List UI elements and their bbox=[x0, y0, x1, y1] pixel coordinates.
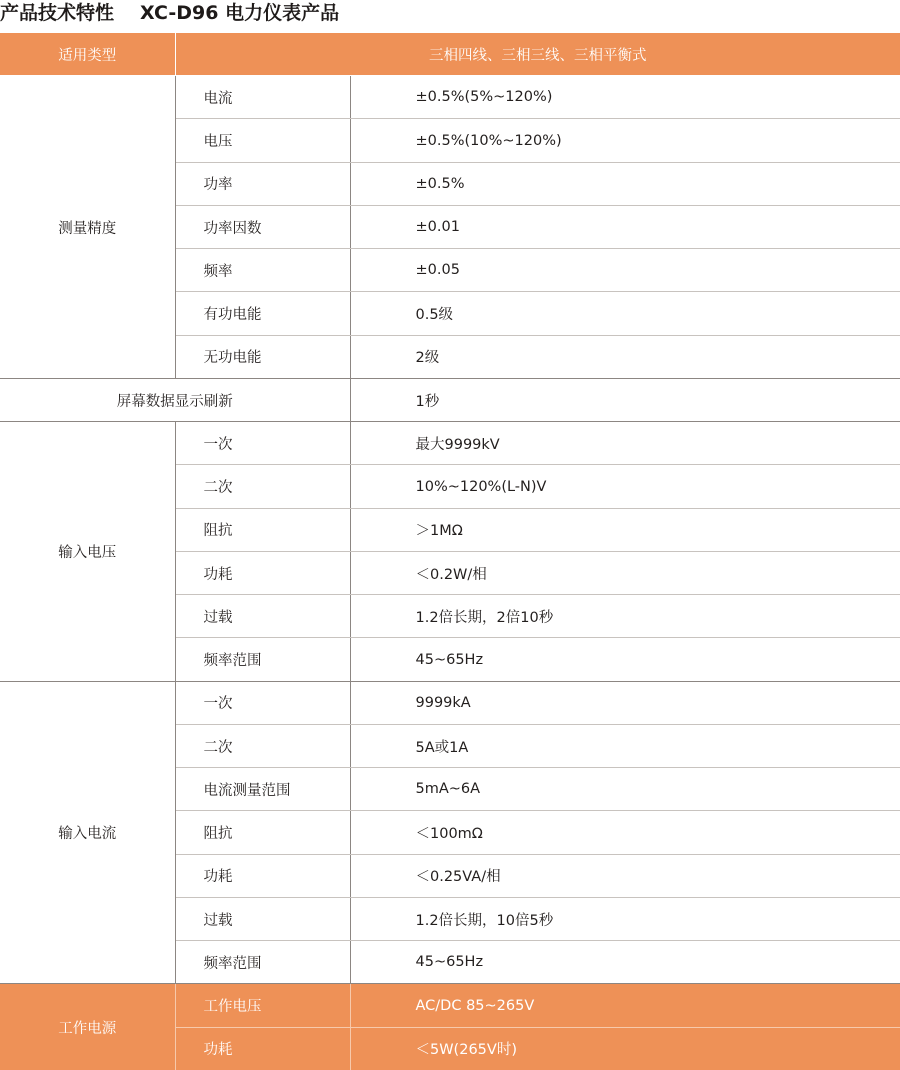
row-value: AC/DC 85~265V bbox=[350, 984, 900, 1027]
row-value: ＜100mΩ bbox=[350, 811, 900, 854]
row-label: 功耗 bbox=[175, 854, 350, 897]
title-product-features: 产品技术特性 bbox=[0, 2, 115, 24]
table-row bbox=[0, 422, 900, 465]
row-label: 功率 bbox=[175, 162, 350, 205]
row-label: 无功电能 bbox=[175, 335, 350, 378]
table-row bbox=[0, 681, 900, 724]
group-measurement-accuracy: 测量精度 bbox=[0, 76, 175, 379]
table-header-row bbox=[0, 33, 900, 76]
page-title bbox=[0, 0, 339, 30]
header-type-value: 三相四线、三相三线、三相平衡式 bbox=[175, 33, 900, 76]
row-value: 1.2倍长期，2倍10秒 bbox=[350, 595, 900, 638]
row-label: 电流 bbox=[175, 76, 350, 119]
row-value: 45~65Hz bbox=[350, 638, 900, 681]
row-label: 过载 bbox=[175, 897, 350, 940]
spec-table bbox=[0, 33, 900, 1070]
row-label: 电流测量范围 bbox=[175, 768, 350, 811]
row-label: 功率因数 bbox=[175, 205, 350, 248]
group-power-supply: 工作电源 bbox=[0, 984, 175, 1070]
row-label: 阻抗 bbox=[175, 811, 350, 854]
refresh-value: 1秒 bbox=[350, 378, 900, 421]
group-input-voltage: 输入电压 bbox=[0, 422, 175, 682]
row-value: ±0.01 bbox=[350, 205, 900, 248]
row-label: 一次 bbox=[175, 681, 350, 724]
row-label: 频率范围 bbox=[175, 638, 350, 681]
title-model: XC-D96 电力仪表产品 bbox=[140, 2, 340, 24]
row-value: ＜0.2W/相 bbox=[350, 551, 900, 594]
row-label: 功耗 bbox=[175, 551, 350, 594]
row-value: 1.2倍长期，10倍5秒 bbox=[350, 897, 900, 940]
row-label: 过载 bbox=[175, 595, 350, 638]
row-value: ±0.5%(10%~120%) bbox=[350, 119, 900, 162]
row-value: ＞1MΩ bbox=[350, 508, 900, 551]
row-label: 工作电压 bbox=[175, 984, 350, 1027]
row-value: 9999kA bbox=[350, 681, 900, 724]
row-label: 二次 bbox=[175, 724, 350, 767]
table-row-power bbox=[0, 984, 900, 1027]
row-value: 10%~120%(L-N)V bbox=[350, 465, 900, 508]
row-label: 一次 bbox=[175, 422, 350, 465]
table-row bbox=[0, 76, 900, 119]
row-label: 二次 bbox=[175, 465, 350, 508]
row-label: 电压 bbox=[175, 119, 350, 162]
row-value: ±0.05 bbox=[350, 249, 900, 292]
row-value: 45~65Hz bbox=[350, 941, 900, 984]
table-row-refresh bbox=[0, 378, 900, 421]
refresh-label: 屏幕数据显示刷新 bbox=[0, 378, 350, 421]
row-label: 功耗 bbox=[175, 1027, 350, 1070]
row-value: 2级 bbox=[350, 335, 900, 378]
row-value: 5A或1A bbox=[350, 724, 900, 767]
row-value: 5mA~6A bbox=[350, 768, 900, 811]
row-value: ＜0.25VA/相 bbox=[350, 854, 900, 897]
row-value: 0.5级 bbox=[350, 292, 900, 335]
row-value: 最大9999kV bbox=[350, 422, 900, 465]
row-label: 有功电能 bbox=[175, 292, 350, 335]
row-value: ±0.5% bbox=[350, 162, 900, 205]
row-label: 阻抗 bbox=[175, 508, 350, 551]
group-input-current: 输入电流 bbox=[0, 681, 175, 984]
row-label: 频率 bbox=[175, 249, 350, 292]
row-label: 频率范围 bbox=[175, 941, 350, 984]
row-value: ±0.5%(5%~120%) bbox=[350, 76, 900, 119]
row-value: ＜5W(265V时) bbox=[350, 1027, 900, 1070]
header-type-label: 适用类型 bbox=[0, 33, 175, 76]
